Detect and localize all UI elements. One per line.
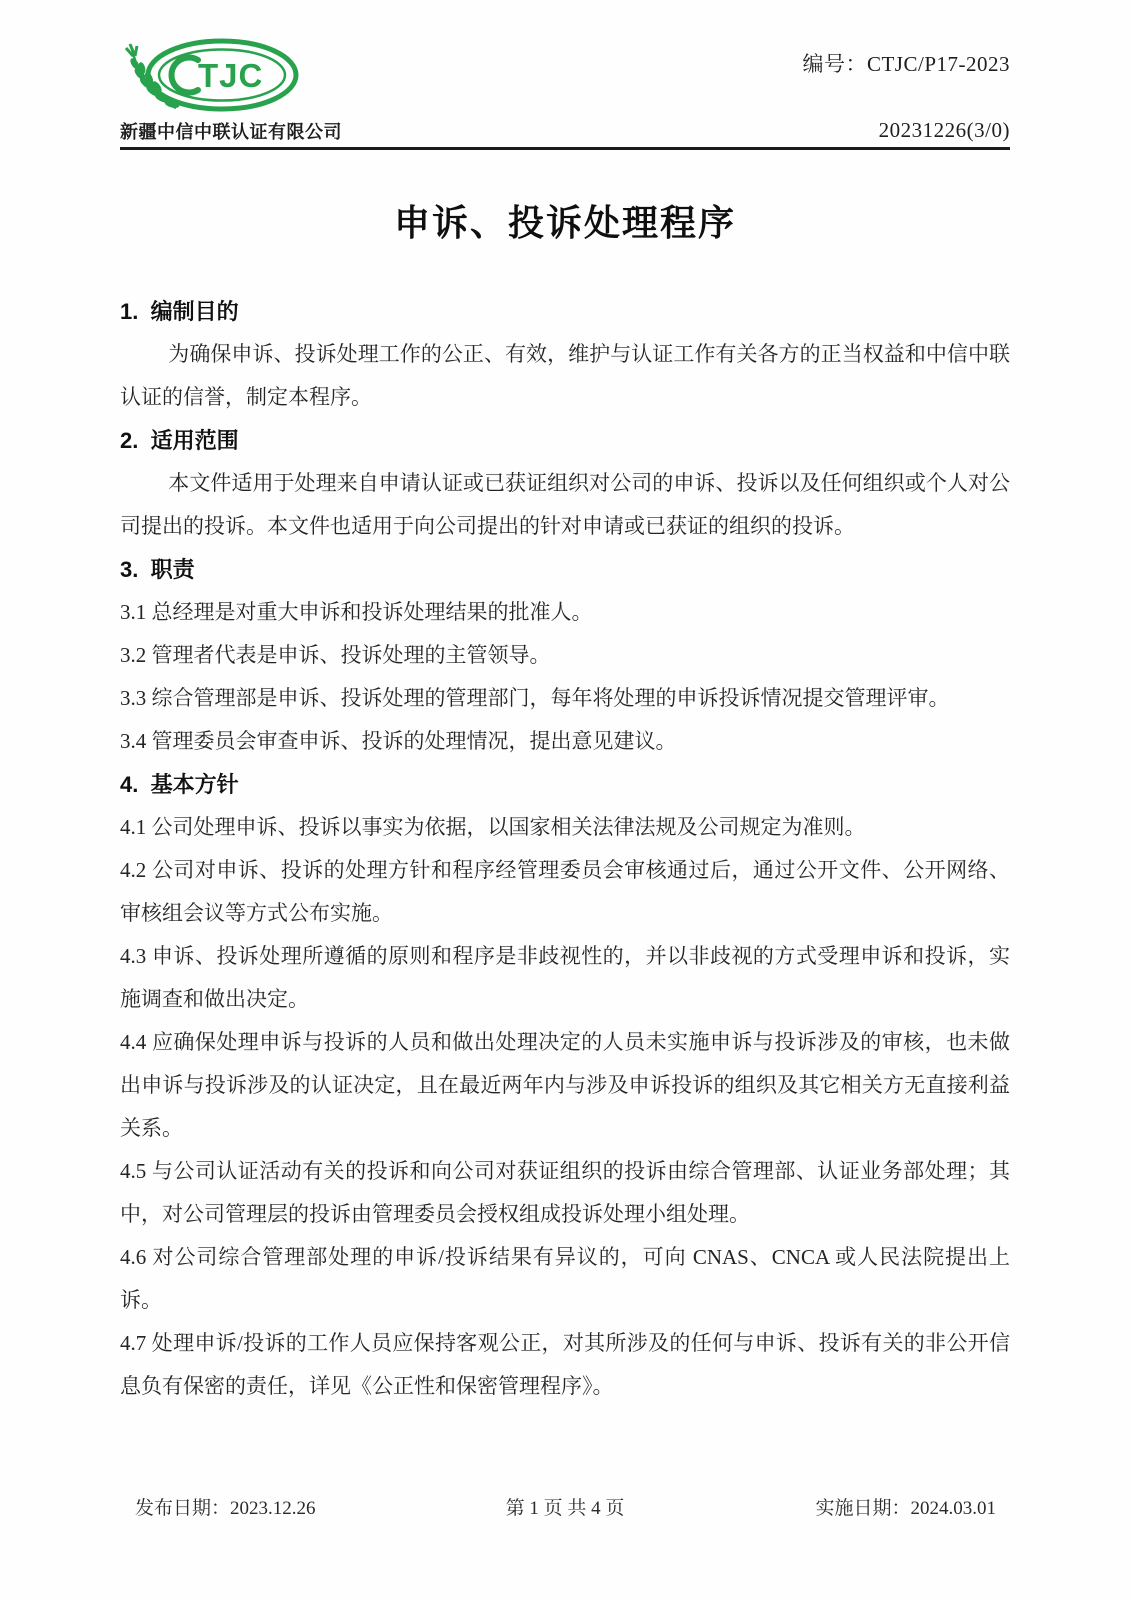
section-scope — [120, 419, 1010, 548]
clause-3-2: 3.2 管理者代表是申诉、投诉处理的主管领导。 — [120, 643, 551, 667]
paragraph: 为确保申诉、投诉处理工作的公正、有效，维护与认证工作有关各方的正当权益和中信中联认证的信誉，制定本程序。 — [120, 342, 1010, 409]
clause-3-1: 3.1 总经理是对重大申诉和投诉处理结果的批准人。 — [120, 600, 593, 624]
clause-4-6: 4.6 对公司综合管理部处理的申诉/投诉结果有异议的，可向 CNAS、CNCA 或人民法院提出上诉。 — [120, 1245, 1010, 1312]
clause-4-1: 4.1 公司处理申诉、投诉以事实为依据，以国家相关法律法规及公司规定为准则。 — [120, 815, 866, 839]
clause-4-4: 4.4 应确保处理申诉与投诉的人员和做出处理决定的人员未实施申诉与投诉涉及的审核，也未做出申诉与投诉涉及的认证决定，且在最近两年内与涉及申诉投诉的组织及其它相关方无直接利益关系。 — [120, 1030, 1010, 1140]
clause-3-3: 3.3 综合管理部是申诉、投诉处理的管理部门，每年将处理的申诉投诉情况提交管理评审。 — [120, 686, 950, 710]
section-basic-policy — [120, 763, 1010, 1408]
doc-revision: 20231226(3/0) — [878, 118, 1010, 142]
document-header — [120, 38, 1010, 150]
header-right — [802, 48, 1010, 144]
section-responsibilities — [120, 548, 1010, 763]
release-date: 发布日期：2023.12.26 — [135, 1498, 316, 1519]
clause-4-3: 4.3 申诉、投诉处理所遵循的原则和程序是非歧视性的，并以非歧视的方式受理申诉和投诉，实施调查和做出决定。 — [120, 944, 1010, 1011]
logo-letters: TJC — [198, 57, 264, 94]
paragraph: 本文件适用于处理来自申请认证或已获证组织对公司的申诉、投诉以及任何组织或个人对公司提出的投诉。本文件也适用于向公司提出的针对申请或已获证的组织的投诉。 — [120, 471, 1010, 538]
clause-4-7: 4.7 处理申诉/投诉的工作人员应保持客观公正，对其所涉及的任何与申诉、投诉有关的非公开信息负有保密的责任，详见《公正性和保密管理程序》。 — [120, 1331, 1010, 1398]
document-footer — [120, 1493, 1010, 1520]
section-heading: 1. 编制目的 — [120, 299, 239, 324]
section-heading: 2. 适用范围 — [120, 428, 239, 453]
section-heading: 4. 基本方针 — [120, 772, 239, 797]
company-name: 新疆中信中联认证有限公司 — [120, 122, 342, 142]
page-number: 第 1 页 共 4 页 — [505, 1498, 625, 1519]
header-left — [120, 38, 342, 144]
section-heading: 3. 职责 — [120, 557, 195, 582]
ctjc-logo-icon — [122, 38, 300, 116]
doc-number: 编号：CTJC/P17-2023 — [802, 52, 1010, 76]
clause-4-2: 4.2 公司对申诉、投诉的处理方针和程序经管理委员会审核通过后，通过公开文件、公开网络、审核组会议等方式公布实施。 — [120, 858, 1010, 925]
clause-4-5: 4.5 与公司认证活动有关的投诉和向公司对获证组织的投诉由综合管理部、认证业务部处理；其中，对公司管理层的投诉由管理委员会授权组成投诉处理小组处理。 — [120, 1159, 1010, 1226]
clause-3-4: 3.4 管理委员会审查申诉、投诉的处理情况，提出意见建议。 — [120, 729, 677, 753]
implement-date: 实施日期：2024.03.01 — [815, 1498, 996, 1519]
section-purpose — [120, 290, 1010, 419]
document-title: 申诉、投诉处理程序 — [393, 202, 736, 243]
document-body — [120, 290, 1010, 1408]
